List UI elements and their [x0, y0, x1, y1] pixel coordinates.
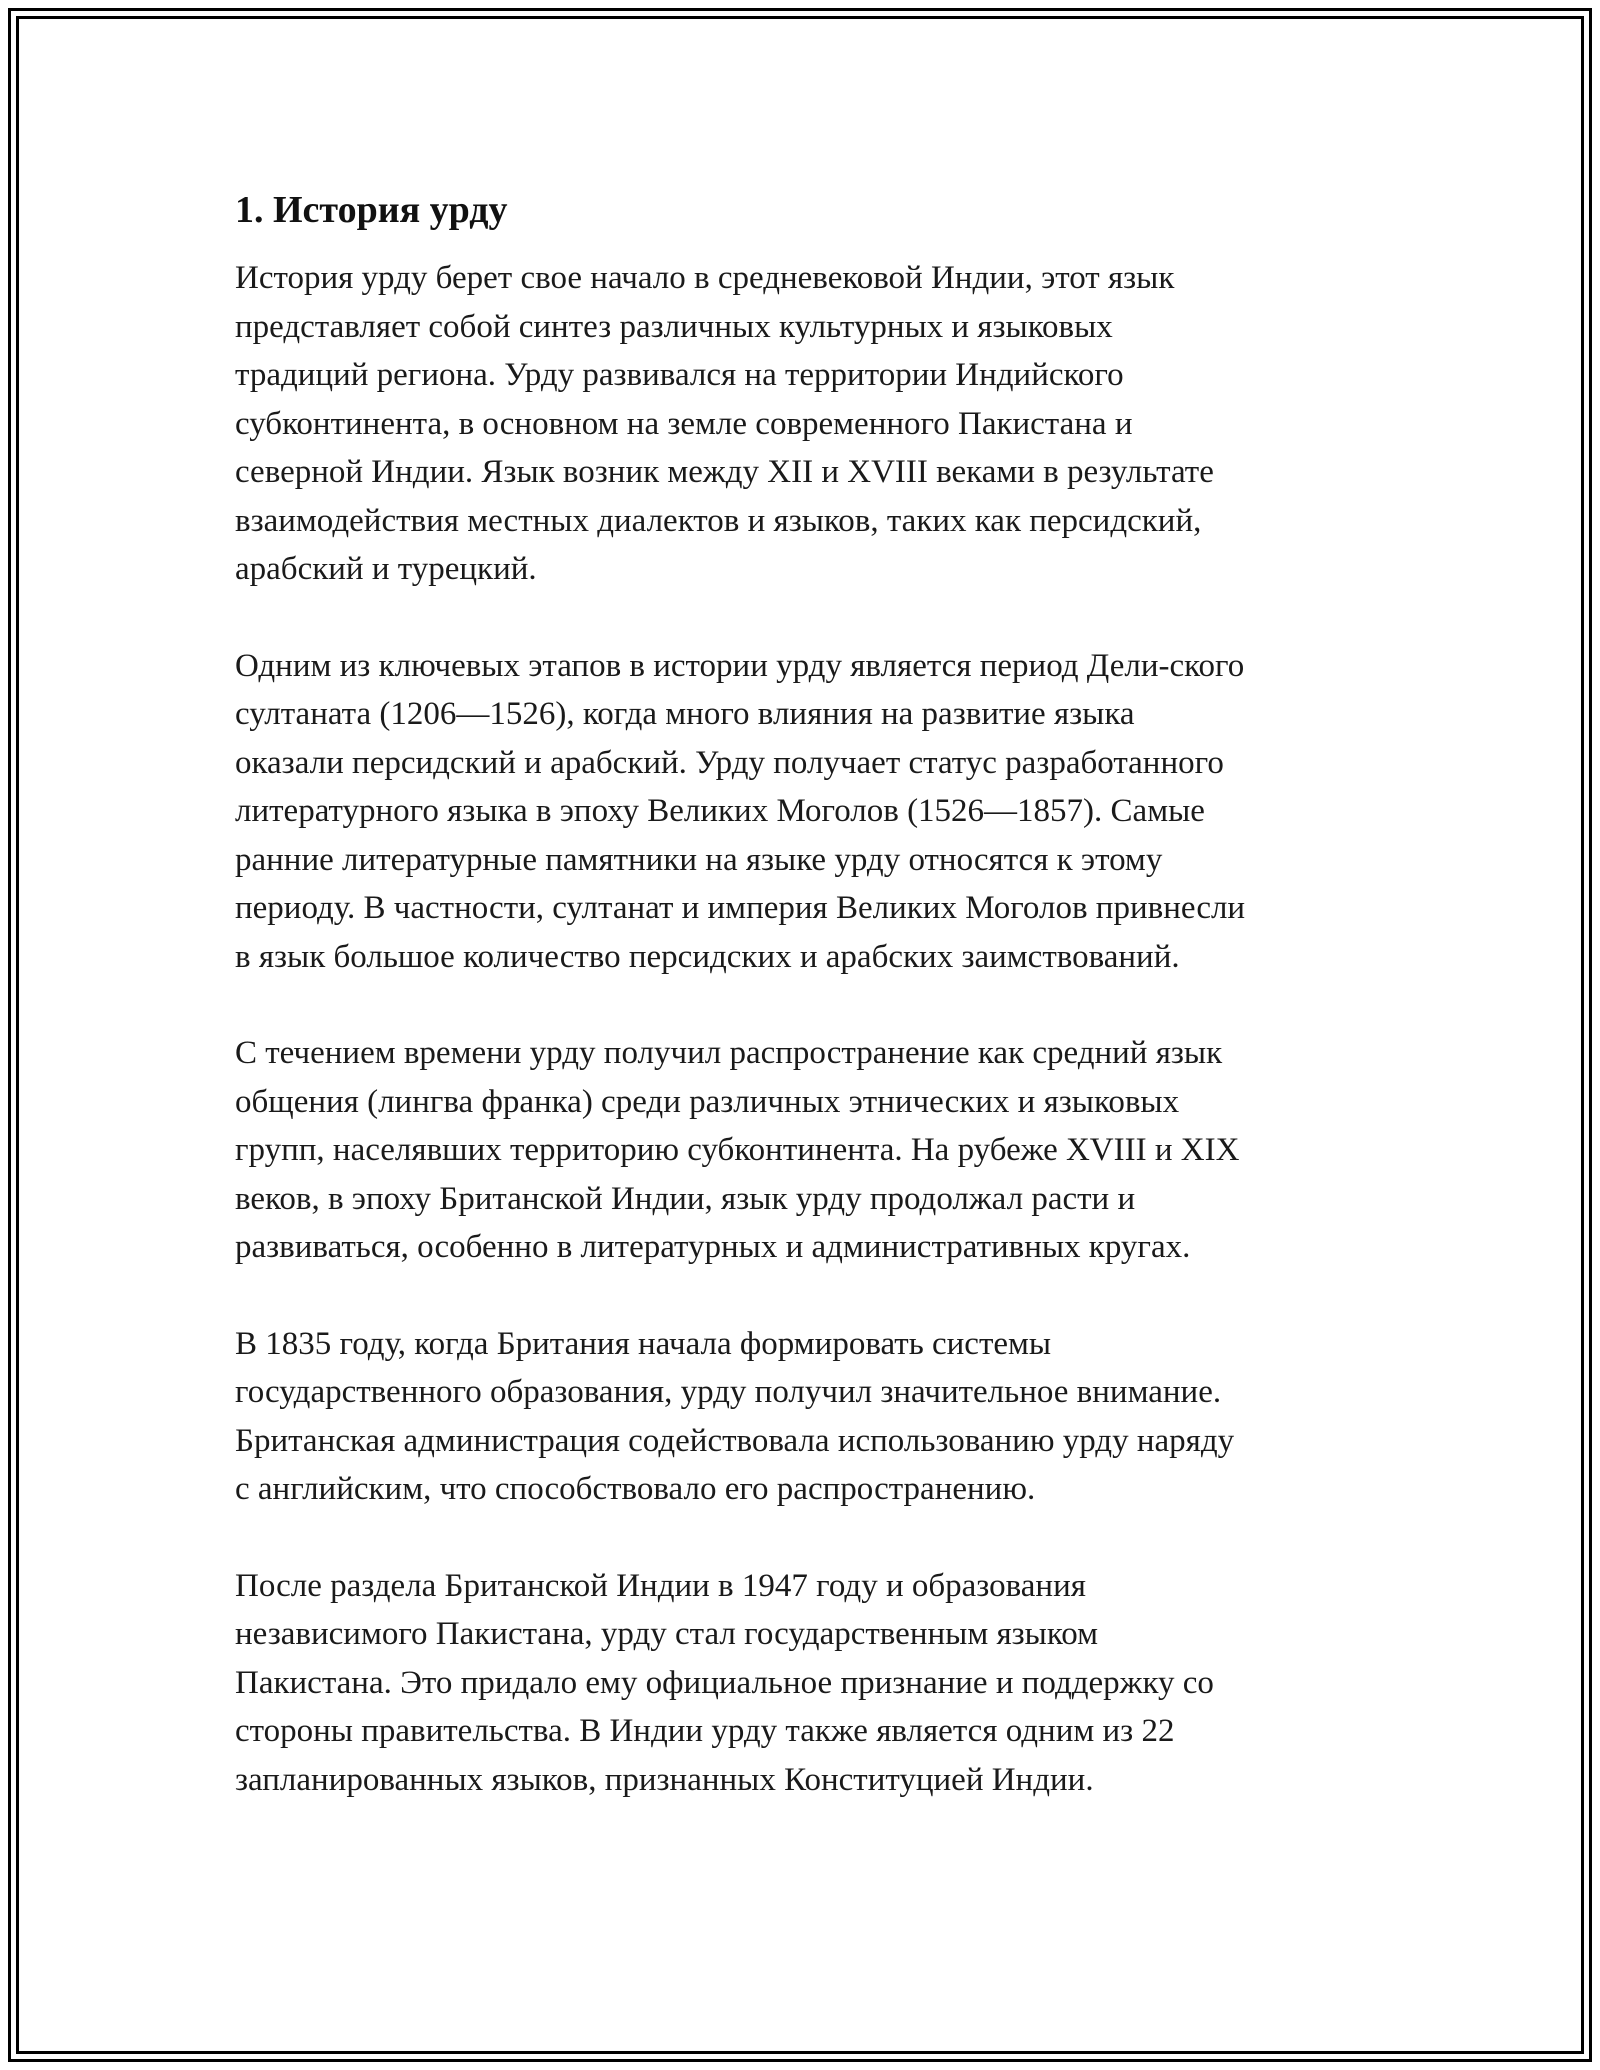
- paragraph-line: в язык большое количество персидских и арабских заимствований.: [235, 938, 1180, 975]
- paragraph-line: представляет собой синтез различных культурных и языковых: [235, 308, 1113, 345]
- paragraph-line: В 1835 году, когда Британия начала формировать системы: [235, 1325, 1052, 1362]
- paragraph-line: периоду. В частности, султанат и империя Великих Моголов привнесли: [235, 890, 1246, 926]
- paragraph-line: запланированных языков, признанных Конституцией Индии.: [235, 1761, 1094, 1798]
- paragraph-list: [235, 254, 1385, 1804]
- body-paragraph: [235, 642, 1385, 982]
- paragraph-line: Одним из ключевых этапов в истории урду является период Дели-ского: [235, 647, 1245, 684]
- paragraph-line: стороны правительства. В Индии урду также является одним из 22: [235, 1713, 1175, 1749]
- paragraph-line: ранние литературные памятники на языке урду относятся к этому: [235, 841, 1163, 878]
- paragraph-line: развиваться, особенно в литературных и административных кругах.: [235, 1229, 1191, 1265]
- paragraph-line: независимого Пакистана, урду стал государственным языком: [235, 1616, 1098, 1652]
- paragraph-line: арабский и турецкий.: [235, 551, 537, 587]
- paragraph-line: взаимодействия местных диалектов и языков, таких как персидский,: [235, 502, 1202, 539]
- paragraph-line: оказали персидский и арабский. Урду получает статус разработанного: [235, 744, 1224, 781]
- paragraph-line: с английским, что способствовало его распространению.: [235, 1471, 1036, 1507]
- body-paragraph: [235, 254, 1385, 594]
- body-paragraph: [235, 1320, 1385, 1514]
- paragraph-line: субконтинента, в основном на земле современного Пакистана и: [235, 405, 1133, 442]
- paragraph-line: веков, в эпоху Британской Индии, язык урду продолжал расти и: [235, 1180, 1136, 1217]
- paragraph-line: государственного образования, урду получил значительное внимание.: [235, 1374, 1222, 1410]
- section-heading: 1. История урду: [235, 189, 508, 231]
- paragraph-line: литературного языка в эпоху Великих Моголов (1526—1857). Самые: [235, 793, 1205, 829]
- body-paragraph: [235, 1029, 1385, 1272]
- paragraph-line: общения (лингва франка) среди различных этнических и языковых: [235, 1083, 1180, 1120]
- paragraph-line: традиций региона. Урду развивался на территории Индийского: [235, 357, 1124, 393]
- paragraph-line: С течением времени урду получил распространение как средний язык: [235, 1035, 1223, 1071]
- paragraph-line: северной Индии. Язык возник между XII и XVIII веками в результате: [235, 454, 1214, 490]
- paragraph-line: султаната (1206—1526), когда много влияния на развитие языка: [235, 696, 1135, 732]
- body-paragraph: [235, 1562, 1385, 1805]
- paragraph-line: Британская администрация содействовала использованию урду наряду: [235, 1422, 1235, 1459]
- paragraph-line: После раздела Британской Индии в 1947 году и образования: [235, 1567, 1086, 1604]
- paragraph-line: групп, населявших территорию субконтинента. На рубеже XVIII и XIX: [235, 1132, 1240, 1168]
- document-body: [235, 186, 1385, 1852]
- paragraph-line: История урду берет свое начало в средневековой Индии, этот язык: [235, 260, 1175, 296]
- paragraph-line: Пакистана. Это придало ему официальное признание и поддержку со: [235, 1664, 1214, 1701]
